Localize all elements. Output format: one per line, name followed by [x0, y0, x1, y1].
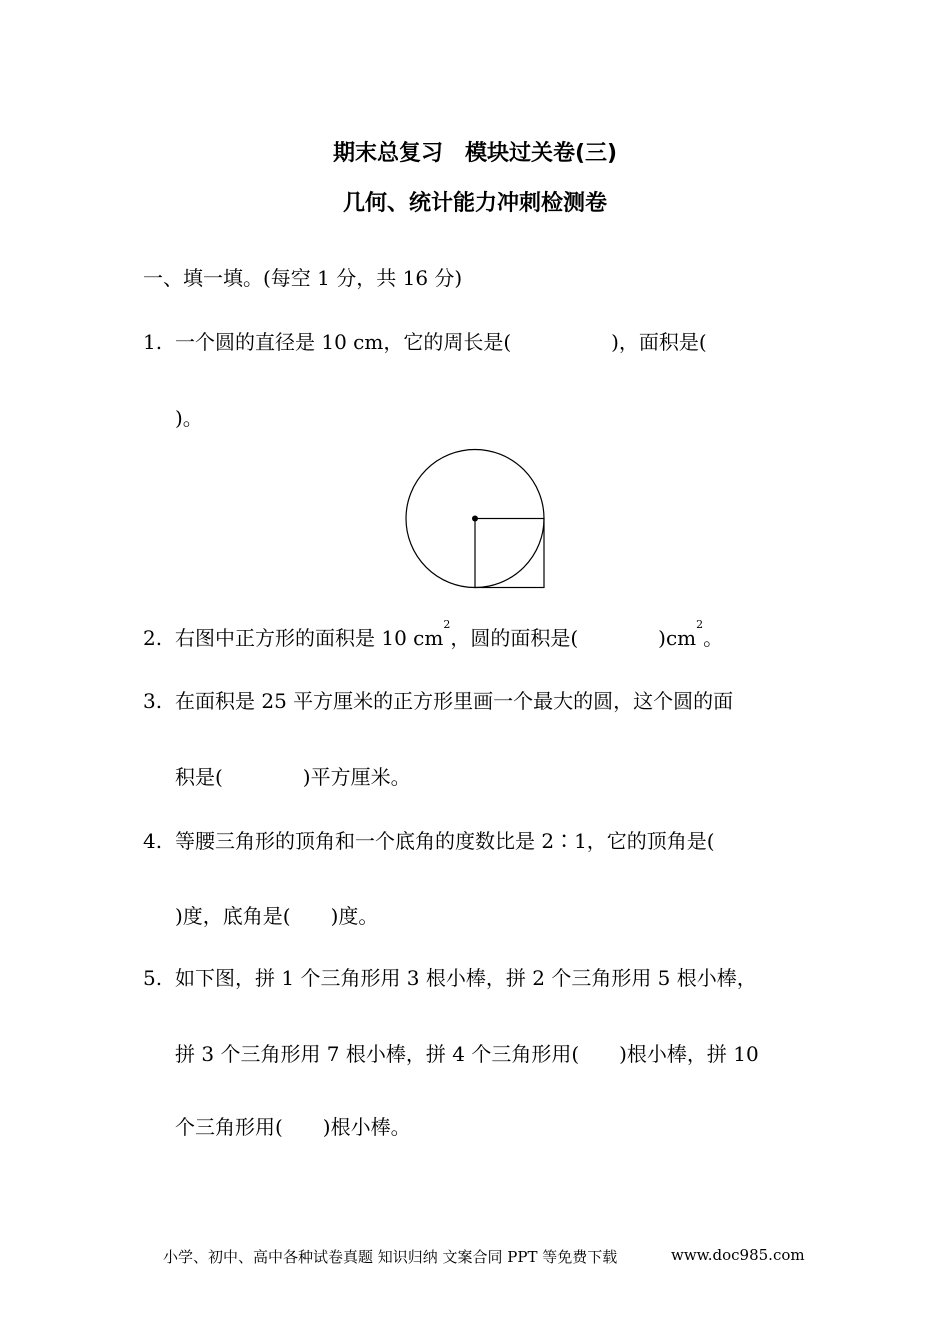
footer-url: www.doc985.com	[671, 1246, 805, 1264]
question-3-line-2: 积是( )平方厘米。	[175, 765, 411, 789]
question-4-line-1	[143, 825, 715, 854]
page-subtitle: 几何、统计能力冲刺检测卷	[342, 191, 607, 216]
question-4-number: 4.	[143, 829, 163, 853]
question-3-number: 3.	[143, 689, 163, 713]
question-2-superscript-b: 2	[696, 618, 704, 631]
question-5-line-1	[143, 962, 757, 991]
question-1-number: 1.	[143, 330, 163, 354]
page-title: 期末总复习 模块过关卷(三)	[332, 141, 618, 166]
question-4-line-2: )度，底角是( )度。	[175, 904, 379, 928]
question-3-line-1	[143, 685, 733, 714]
section-heading: 一、填一填。(每空 1 分，共 16 分)	[143, 266, 463, 290]
question-5-line-2: 拼 3 个三角形用 7 根小棒，拼 4 个三角形用( )根小棒，拼 10	[175, 1042, 759, 1066]
question-1-line-2: )。	[175, 406, 203, 430]
question-4-text: 等腰三角形的顶角和一个底角的度数比是 2∶1，它的顶角是(	[175, 829, 715, 853]
question-2	[143, 618, 724, 651]
question-5-line-3: 个三角形用( )根小棒。	[175, 1115, 411, 1139]
circle-center-dot	[472, 516, 478, 522]
question-3-text: 在面积是 25 平方厘米的正方形里画一个最大的圆，这个圆的面	[175, 689, 734, 713]
question-2-text-c: 。	[703, 626, 724, 650]
question-2-text-b: ，圆的面积是( )cm	[450, 626, 697, 650]
question-2-superscript-a: 2	[443, 618, 451, 631]
square-outline	[475, 519, 544, 588]
question-1-text: 一个圆的直径是 10 cm，它的周长是( )，面积是(	[175, 330, 707, 354]
question-5-text: 如下图，拼 1 个三角形用 3 根小棒，拼 2 个三角形用 5 根小棒，	[175, 966, 757, 990]
question-2-number: 2.	[143, 626, 163, 650]
question-5-number: 5.	[143, 966, 163, 990]
footer-note: 小学、初中、高中各种试卷真题 知识归纳 文案合同 PPT 等免费下载	[163, 1248, 618, 1266]
question-2-text-a: 右图中正方形的面积是 10 cm	[175, 626, 444, 650]
question-1-line-1	[143, 326, 707, 355]
circle-square-figure	[400, 446, 550, 591]
